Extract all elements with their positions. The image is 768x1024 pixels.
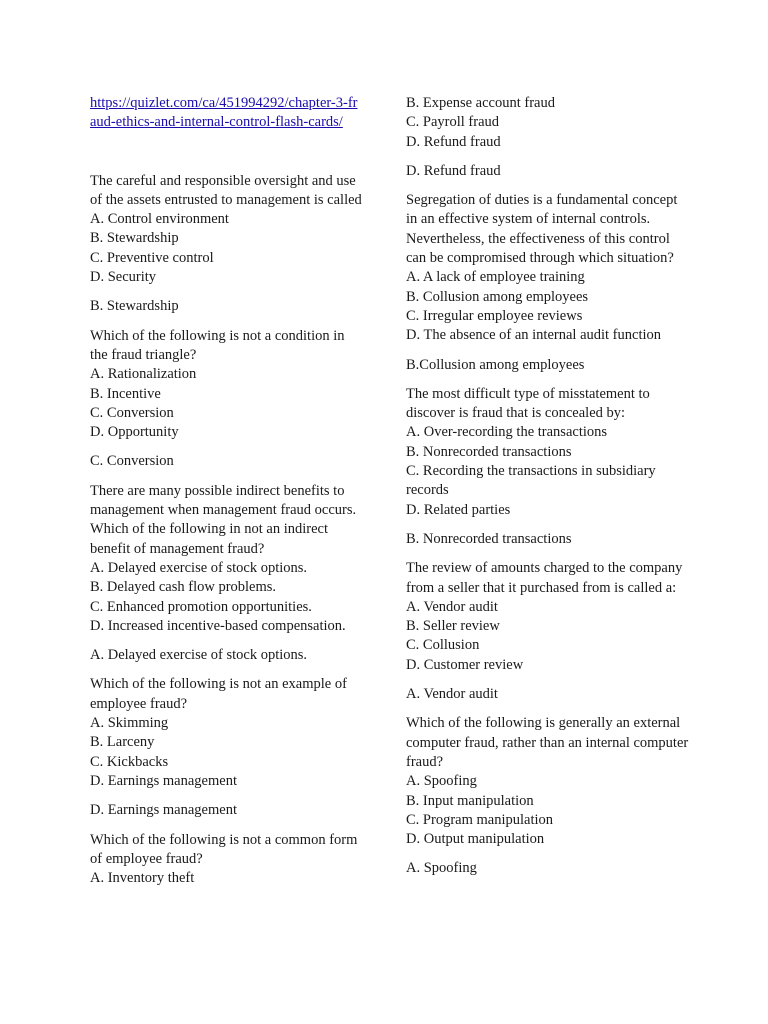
option-d: D. Related parties <box>406 501 511 518</box>
question-block <box>90 327 365 472</box>
question-text: The review of amounts charged to the company from a seller that it purchased from is called a: <box>406 560 683 596</box>
answer-text: D. Earnings management <box>90 802 237 819</box>
option-a: A. Skimming <box>90 715 169 732</box>
source-link[interactable]: https://quizlet.com/ca/451994292/chapter-3-fraud-ethics-and-internal-control-flash-cards/ <box>90 95 358 131</box>
option-c: C. Program manipulation <box>406 811 553 828</box>
option-c: C. Recording the transactions in subsidiary records <box>406 463 656 499</box>
option-b: B. Incentive <box>90 385 161 402</box>
option-a: A. Inventory theft <box>90 870 195 887</box>
answer-text: D. Refund fraud <box>406 162 501 179</box>
option-d: D. Earnings management <box>90 772 237 789</box>
option-c: C. Collusion <box>406 637 480 654</box>
question-block <box>90 831 365 889</box>
option-c: C. Payroll fraud <box>406 114 500 131</box>
left-column <box>90 94 365 888</box>
option-d: D. The absence of an internal audit function <box>406 327 662 344</box>
answer-text: B. Stewardship <box>90 298 179 315</box>
option-d: D. Increased incentive-based compensation. <box>90 617 346 634</box>
question-text: Which of the following is generally an external computer fraud, rather than an internal computer fraud? <box>406 715 689 770</box>
question-block <box>406 559 691 704</box>
question-block <box>90 172 365 317</box>
question-block <box>406 191 691 375</box>
question-block <box>90 482 365 666</box>
option-b: B. Delayed cash flow problems. <box>90 579 277 596</box>
option-b: B. Larceny <box>90 734 155 751</box>
question-text: There are many possible indirect benefits to management when management fraud occurs. Which of the following in not an indirect benefit of management fraud? <box>90 482 357 557</box>
option-b: B. Stewardship <box>90 230 179 247</box>
answer-text: B.Collusion among employees <box>406 356 585 373</box>
option-b: B. Seller review <box>406 618 500 635</box>
option-c: C. Kickbacks <box>90 753 169 770</box>
question-block <box>406 385 691 549</box>
option-d: D. Output manipulation <box>406 831 545 848</box>
option-c: C. Conversion <box>90 404 174 421</box>
option-a: A. Delayed exercise of stock options. <box>90 559 308 576</box>
option-a: A. Spoofing <box>406 773 477 790</box>
answer-text: C. Conversion <box>90 453 174 470</box>
option-b: B. Nonrecorded transactions <box>406 443 572 460</box>
question-text: The most difficult type of misstatement to discover is fraud that is concealed by: <box>406 385 650 422</box>
question-block <box>406 714 691 878</box>
answer-text: B. Nonrecorded transactions <box>406 530 572 547</box>
question-text: Which of the following is not a condition in the fraud triangle? <box>90 327 345 363</box>
question-text: Segregation of duties is a fundamental concept in an effective system of internal controls. Nevertheless, the effectiveness of this control can be compromised through which situation? <box>406 192 678 267</box>
option-d: D. Customer review <box>406 656 524 673</box>
option-b: B. Expense account fraud <box>406 95 555 111</box>
option-c: C. Irregular employee reviews <box>406 307 583 324</box>
answer-text: A. Delayed exercise of stock options. <box>90 647 308 664</box>
option-c: C. Preventive control <box>90 249 214 266</box>
option-d: D. Refund fraud <box>406 133 501 150</box>
option-a: A. Rationalization <box>90 366 197 383</box>
option-d: D. Opportunity <box>90 424 179 441</box>
option-c: C. Enhanced promotion opportunities. <box>90 598 312 615</box>
option-b: B. Collusion among employees <box>406 288 589 305</box>
option-b: B. Input manipulation <box>406 792 534 809</box>
question-text: Which of the following is not an example of employee fraud? <box>90 676 347 712</box>
right-column <box>406 94 691 889</box>
option-d: D. Security <box>90 269 157 286</box>
option-a: A. Vendor audit <box>406 598 498 615</box>
option-a: A. Control environment <box>90 211 229 228</box>
question-text: The careful and responsible oversight and use of the assets entrusted to management is called <box>90 172 362 208</box>
option-a: A. A lack of employee training <box>406 269 585 286</box>
question-block <box>90 675 365 820</box>
question-text: Which of the following is not a common form of employee fraud? <box>90 831 358 867</box>
continued-options <box>406 94 691 181</box>
answer-text: A. Spoofing <box>406 860 477 877</box>
answer-text: A. Vendor audit <box>406 686 498 703</box>
option-a: A. Over-recording the transactions <box>406 424 608 441</box>
